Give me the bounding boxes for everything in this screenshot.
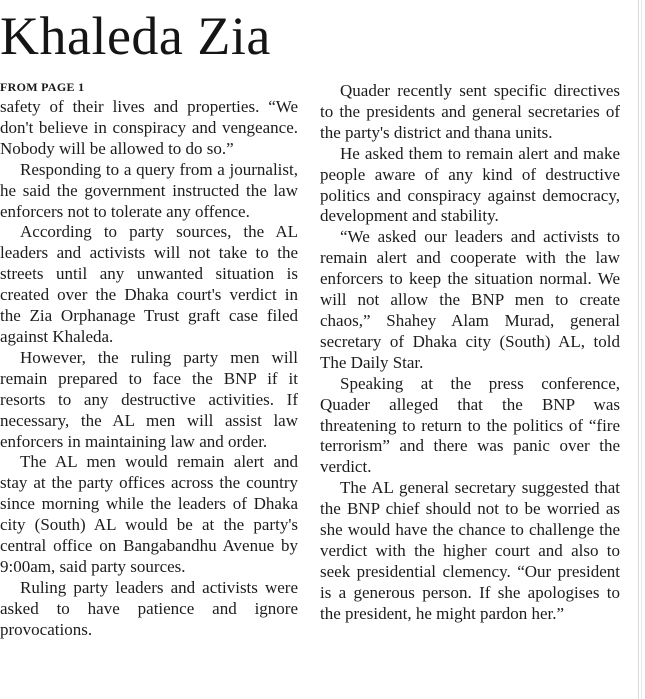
paragraph: Responding to a query from a journalist, he said the government instructed the law enforcers not to tolerate any offence. [0, 159, 298, 221]
paragraph: The AL general secretary suggested that the BNP chief should not to be worried as she would have the chance to challenge the verdict with the higher court and also to seek presidential clemency. “Our president is a generous person. If she apologises to the president, he might pardon her.” [320, 478, 620, 623]
column-rule [641, 0, 642, 699]
paragraph: Quader recently sent specific directives to the presidents and general secretaries of the party's district and thana units. [320, 81, 620, 142]
paragraph: According to party sources, the AL leaders and activists will not take to the streets until any unwanted situation is created over the Dhaka court's verdict in the Zia Orphanage Trust graft case filed against Khaleda. [0, 222, 298, 346]
paragraph: The AL men would remain alert and stay at the party offices across the country since morning while the leaders of Dhaka city (South) AL would be at the party's central office on Bangabandhu Avenue by 9:00am, said party sources. [0, 452, 298, 576]
right-column [320, 81, 620, 625]
paragraph: safety of their lives and properties. “We don't believe in conspiracy and vengeance. Nobody will be allowed to do so.” [0, 97, 298, 158]
paragraph: However, the ruling party men will remain prepared to face the BNP if it resorts to any destructive activities. If necessary, the AL men will assist law enforcers in maintaining law and order. [0, 347, 298, 451]
article-headline: Khaleda Zia [0, 6, 271, 66]
left-column [0, 97, 298, 641]
column-rule [638, 0, 639, 699]
paragraph: Speaking at the press conference, Quader alleged that the BNP was threatening to return to the politics of “fire terrorism” and there was panic over the verdict. [320, 373, 620, 477]
paragraph: He asked them to remain alert and make people aware of any kind of destructive politics and conspiracy against democracy, development and stability. [320, 143, 620, 226]
continuation-label: FROM PAGE 1 [0, 80, 85, 94]
paragraph: “We asked our leaders and activists to remain alert and cooperate with the law enforcers to keep the situation normal. We will not allow the BNP men to create chaos,” Shahey Alam Murad, general secretary of Dhaka city (South) AL, told The Daily Star. [320, 227, 620, 372]
paragraph: Ruling party leaders and activists were asked to have patience and ignore provocations. [0, 577, 298, 639]
